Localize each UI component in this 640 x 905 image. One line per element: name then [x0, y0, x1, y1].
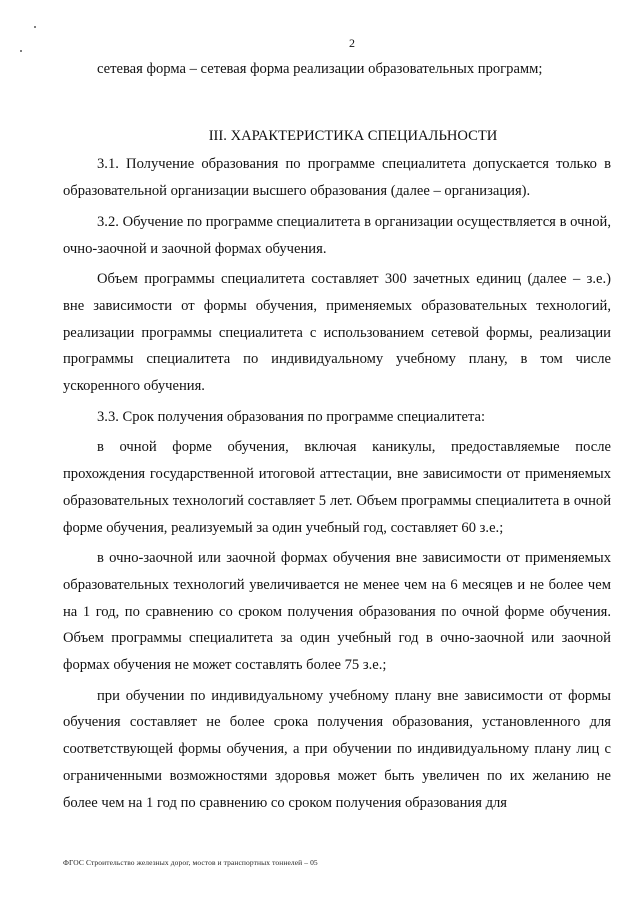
- section-heading: III. ХАРАКТЕРИСТИКА СПЕЦИАЛЬНОСТИ: [208, 127, 498, 144]
- paragraph-3-2: 3.2. Обучение по программе специалитета в организации осуществляется в очной, очно-заочной и заочной формах обучения.: [63, 213, 611, 257]
- paragraph-part-time: в очно-заочной или заочной формах обучения вне зависимости от применяемых образовательных технологий увеличивается не менее чем на 6 месяцев и не более чем на 1 год, по сравнению со сроком получения образования по очной форме обучения. Объем программы специалитета за один учебный год в очно-заочной или заочной формах обучения не может составлять более 75 з.е.;: [63, 550, 611, 674]
- scan-speck: [34, 26, 36, 28]
- paragraph-individual-plan: при обучении по индивидуальному учебному плану вне зависимости от формы обучения составляет не более срока получения образования, установленного для соответствующей формы обучения, а при обучении по индивидуальному плану лиц с ограниченными возможностями здоровья может быть увеличен по их желанию не более чем на 1 год по сравнению со сроком получения образования для: [63, 687, 611, 811]
- paragraph-full-time: в очной форме обучения, включая каникулы, предоставляемые после прохождения государственной итоговой аттестации, вне зависимости от применяемых образовательных технологий составляет 5 лет. Объем программы специалитета в очной форме обучения, реализуемый за один учебный год, составляет 60 з.е.;: [63, 439, 611, 536]
- scan-speck: [20, 50, 22, 52]
- intro-line: сетевая форма – сетевая форма реализации образовательных программ;: [97, 61, 543, 77]
- paragraph-3-3: 3.3. Срок получения образования по программе специалитета:: [97, 408, 486, 425]
- paragraph-volume: Объем программы специалитета составляет 300 зачетных единиц (далее – з.е.) вне зависимости от формы обучения, применяемых образовательных технологий, реализации программы специалитета с использованием сетевой формы, реализации программы специалитета по индивидуальному учебному плану, в том числе ускоренного обучения.: [63, 271, 611, 395]
- page-number: 2: [349, 36, 355, 50]
- paragraph-3-1: 3.1. Получение образования по программе специалитета допускается только в образовательной организации высшего образования (далее – организация).: [63, 156, 611, 200]
- page-footer: ФГОС Строительство железных дорог, мостов и транспортных тоннелей – 05: [63, 858, 318, 867]
- document-body: [63, 56, 611, 816]
